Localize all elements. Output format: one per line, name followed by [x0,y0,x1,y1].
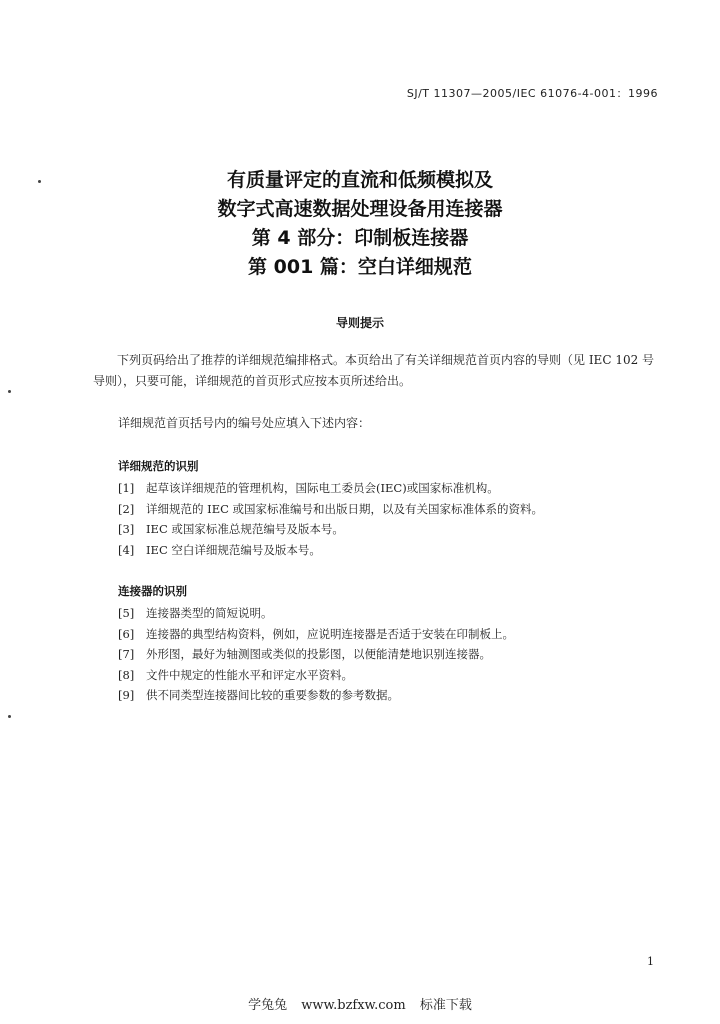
title-line-2: 数字式高速数据处理设备用连接器 [217,198,503,220]
item-text: IEC 空白详细规范编号及版本号。 [146,542,321,557]
item-text: 外形图，最好为轴测图或类似的投影图，以便能清楚地识别连接器。 [146,647,491,661]
list-item [118,519,678,540]
intro-paragraph: 下列页码给出了推荐的详细规范编排格式。本页给出了有关详细规范首页内容的导则（见 IEC 102 号导则），只要可能，详细规范的首页形式应按本页所述给出。 [93,353,655,388]
fill-note-paragraph: 详细规范首页括号内的编号处应填入下述内容： [118,416,371,430]
connector-heading: 连接器的识别 [118,584,187,598]
item-text: 连接器的典型结构资料，例如，应说明连接器是否适于安装在印制板上。 [146,626,514,641]
section-title: 导则提示 [335,316,384,330]
list-item [118,499,678,520]
list-item [118,540,678,561]
item-number: [9] [118,688,135,702]
item-text: 起草该详细规范的管理机构，国际电工委员会(IEC)或国家标准机构。 [146,481,499,495]
item-text: 详细规范的 IEC 或国家标准编号和出版日期，以及有关国家标准体系的资料。 [146,501,544,516]
list-item [118,478,678,499]
item-number: [6] [118,626,135,641]
item-text: 文件中规定的性能水平和评定水平资料。 [146,667,353,682]
standard-code: SJ/T 11307—2005/IEC 61076-4-001：1996 [406,87,658,100]
title-line-3: 第 4 部分：印制板连接器 [251,227,469,249]
document-title [0,166,720,282]
item-text: 供不同类型连接器间比较的重要参数的参考数据。 [146,688,399,702]
title-line-4: 第 001 篇：空白详细规范 [248,256,472,278]
title-line-1: 有质量评定的直流和低频模拟及 [226,169,493,191]
item-number: [1] [118,481,135,495]
item-text: IEC 或国家标准总规范编号及版本号。 [146,522,344,536]
item-number: [3] [118,522,135,536]
identification-heading: 详细规范的识别 [118,459,199,473]
list-item [118,644,678,665]
scan-speck [8,390,11,393]
identification-section [118,458,678,560]
list-item [118,685,678,706]
scan-speck [8,715,11,718]
list-item [118,624,678,645]
item-number: [5] [118,606,135,620]
scan-speck [38,180,41,183]
item-number: [7] [118,647,135,661]
page-number: 1 [647,955,654,968]
list-item [118,603,678,624]
item-number: [4] [118,542,135,557]
item-text: 连接器类型的简短说明。 [146,606,273,620]
list-item [118,665,678,686]
item-number: [8] [118,667,135,682]
watermark-footer: 学兔兔 www.bzfxw.com 标准下载 [248,998,472,1013]
connector-section [118,583,678,706]
item-number: [2] [118,501,135,516]
